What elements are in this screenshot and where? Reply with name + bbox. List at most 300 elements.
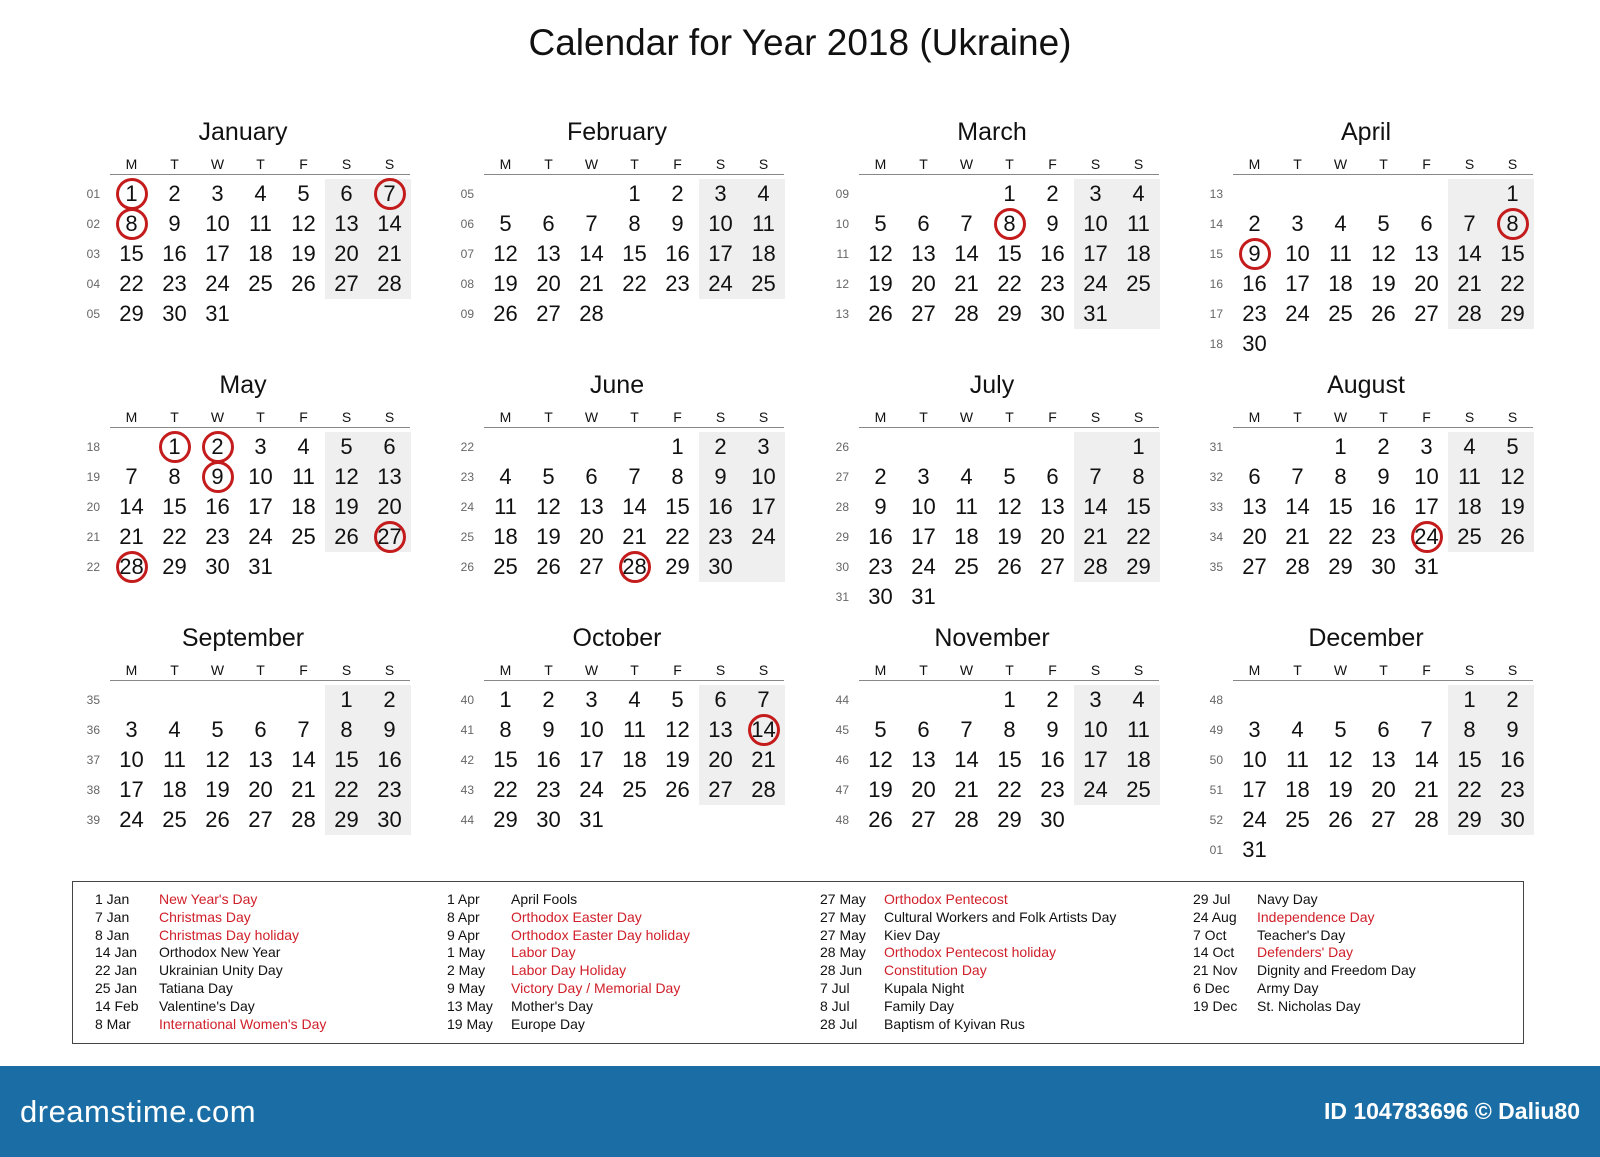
day-cell: 15 bbox=[665, 494, 690, 519]
week-number: 19 bbox=[86, 470, 100, 484]
day-cell: 18 bbox=[1126, 241, 1151, 266]
weekday-label: W bbox=[584, 409, 599, 425]
holiday-row bbox=[95, 962, 435, 980]
day-cell: 17 bbox=[751, 494, 776, 519]
week-number: 21 bbox=[86, 530, 100, 544]
holiday-circle bbox=[748, 714, 780, 746]
day-cell: 6 bbox=[585, 464, 598, 489]
holiday-name: Orthodox Pentecost bbox=[884, 891, 1008, 907]
weekday-label: M bbox=[874, 409, 887, 425]
day-cell: 30 bbox=[1040, 807, 1065, 832]
day-cell: 1 bbox=[628, 181, 641, 206]
day-cell: 14 bbox=[579, 241, 604, 266]
header-rule bbox=[110, 427, 410, 428]
day-cell: 27 bbox=[911, 807, 936, 832]
day-cell: 6 bbox=[254, 717, 267, 742]
holiday-column bbox=[1193, 891, 1533, 1016]
day-cell: 18 bbox=[1328, 271, 1353, 296]
day-cell: 4 bbox=[499, 464, 512, 489]
month-name: September bbox=[181, 624, 305, 652]
weekday-label: W bbox=[210, 409, 225, 425]
day-cell: 7 bbox=[1420, 717, 1433, 742]
day-cell: 8 bbox=[1132, 464, 1145, 489]
week-number: 48 bbox=[1209, 693, 1223, 707]
month-name: June bbox=[589, 371, 645, 399]
day-cell: 21 bbox=[579, 271, 604, 296]
holiday-date: 27 May bbox=[820, 891, 866, 907]
day-cell: 20 bbox=[248, 777, 273, 802]
day-cell: 14 bbox=[119, 494, 144, 519]
weekday-label: M bbox=[125, 662, 138, 678]
holiday-row bbox=[95, 927, 435, 945]
holiday-name: International Women's Day bbox=[159, 1015, 327, 1032]
day-cell: 7 bbox=[628, 464, 641, 489]
week-number: 46 bbox=[835, 753, 849, 767]
day-cell: 28 bbox=[119, 554, 144, 579]
day-cell: 17 bbox=[1083, 747, 1108, 772]
holiday-date: 19 May bbox=[447, 1015, 493, 1032]
weekday-label: F bbox=[1048, 662, 1057, 678]
holiday-row bbox=[1193, 962, 1533, 980]
weekday-label: T bbox=[1005, 662, 1014, 678]
day-cell: 15 bbox=[997, 241, 1022, 266]
day-cell: 26 bbox=[1328, 807, 1353, 832]
weekday-label: T bbox=[170, 662, 179, 678]
day-cell: 3 bbox=[211, 181, 224, 206]
holiday-row bbox=[447, 980, 787, 998]
day-cell: 15 bbox=[334, 747, 359, 772]
day-cell: 10 bbox=[119, 747, 144, 772]
day-cell: 6 bbox=[1046, 464, 1059, 489]
day-cell: 14 bbox=[291, 747, 316, 772]
day-cell: 23 bbox=[205, 524, 230, 549]
holiday-name: Orthodox Easter Day bbox=[511, 908, 642, 925]
day-cell: 18 bbox=[1285, 777, 1310, 802]
day-cell: 9 bbox=[383, 717, 396, 742]
day-cell: 29 bbox=[119, 301, 144, 326]
weekday-label: S bbox=[384, 409, 395, 425]
holiday-name: Valentine's Day bbox=[159, 997, 255, 1014]
week-number: 13 bbox=[835, 307, 849, 321]
day-cell: 3 bbox=[1089, 181, 1102, 206]
day-cell: 14 bbox=[1083, 494, 1108, 519]
day-cell: 10 bbox=[1414, 464, 1439, 489]
day-cell: 9 bbox=[1248, 241, 1261, 266]
page-title: Calendar for Year 2018 (Ukraine) bbox=[528, 22, 1072, 63]
day-cell: 19 bbox=[493, 271, 518, 296]
day-cell: 25 bbox=[622, 777, 647, 802]
holiday-date: 6 Dec bbox=[1193, 979, 1230, 996]
day-cell: 27 bbox=[1242, 554, 1267, 579]
weekday-label: S bbox=[1507, 409, 1518, 425]
day-cell: 2 bbox=[1046, 181, 1059, 206]
holiday-name: New Year's Day bbox=[159, 891, 258, 907]
day-cell: 22 bbox=[665, 524, 690, 549]
holiday-name: Dignity and Freedom Day bbox=[1257, 962, 1416, 979]
day-cell: 4 bbox=[1463, 434, 1476, 459]
day-cell: 20 bbox=[377, 494, 402, 519]
day-cell: 30 bbox=[377, 807, 402, 832]
week-number: 47 bbox=[835, 783, 849, 797]
holiday-row bbox=[95, 980, 435, 998]
week-number: 12 bbox=[835, 277, 849, 291]
week-number: 27 bbox=[835, 470, 849, 484]
day-cell: 8 bbox=[628, 211, 641, 236]
day-cell: 19 bbox=[1328, 777, 1353, 802]
day-cell: 15 bbox=[1500, 241, 1525, 266]
holiday-name: Family Day bbox=[884, 997, 955, 1014]
weekday-label: W bbox=[1333, 409, 1348, 425]
day-cell: 13 bbox=[1371, 747, 1396, 772]
day-cell: 7 bbox=[125, 464, 138, 489]
holiday-list bbox=[72, 881, 1524, 1044]
day-cell: 30 bbox=[536, 807, 561, 832]
day-cell: 29 bbox=[1500, 301, 1525, 326]
day-cell: 17 bbox=[1242, 777, 1267, 802]
day-cell: 26 bbox=[493, 301, 518, 326]
day-cell: 12 bbox=[665, 717, 690, 742]
day-cell: 21 bbox=[1285, 524, 1310, 549]
footer-image-id: ID 104783696 © Daliu80 bbox=[1323, 1098, 1580, 1124]
day-cell: 14 bbox=[377, 211, 402, 236]
weekday-label: T bbox=[256, 156, 265, 172]
day-cell: 7 bbox=[1089, 464, 1102, 489]
day-cell: 21 bbox=[954, 777, 979, 802]
holiday-name: Kupala Night bbox=[884, 979, 965, 996]
week-number: 18 bbox=[1209, 337, 1223, 351]
weekday-label: T bbox=[1293, 662, 1302, 678]
holiday-row bbox=[820, 927, 1160, 945]
holiday-column bbox=[447, 891, 787, 1033]
day-cell: 4 bbox=[1132, 687, 1145, 712]
day-cell: 23 bbox=[536, 777, 561, 802]
day-cell: 11 bbox=[752, 211, 775, 236]
holiday-circle bbox=[116, 208, 148, 240]
day-cell: 25 bbox=[1328, 301, 1353, 326]
day-cell: 27 bbox=[248, 807, 273, 832]
day-cell: 1 bbox=[1506, 181, 1519, 206]
day-cell: 4 bbox=[628, 687, 641, 712]
holiday-row bbox=[447, 891, 787, 909]
day-cell: 27 bbox=[334, 271, 359, 296]
day-cell: 26 bbox=[334, 524, 359, 549]
holiday-circle bbox=[159, 431, 191, 463]
day-cell: 6 bbox=[714, 687, 727, 712]
day-cell: 12 bbox=[1328, 747, 1353, 772]
day-cell: 6 bbox=[1420, 211, 1433, 236]
weekday-label: S bbox=[715, 409, 726, 425]
month-december bbox=[1201, 623, 1531, 863]
header-rule bbox=[859, 174, 1159, 175]
holiday-name: Baptism of Kyivan Rus bbox=[884, 1015, 1025, 1032]
day-cell: 14 bbox=[954, 747, 979, 772]
weekday-label: T bbox=[544, 409, 553, 425]
day-cell: 8 bbox=[340, 717, 353, 742]
day-cell: 24 bbox=[1083, 777, 1108, 802]
holiday-row bbox=[820, 944, 1160, 962]
weekday-label: T bbox=[1293, 409, 1302, 425]
holiday-date: 9 May bbox=[447, 979, 486, 996]
day-cell: 15 bbox=[493, 747, 518, 772]
day-cell: 25 bbox=[1285, 807, 1310, 832]
day-cell: 20 bbox=[579, 524, 604, 549]
day-cell: 13 bbox=[248, 747, 273, 772]
day-cell: 11 bbox=[955, 494, 978, 519]
day-cell: 2 bbox=[671, 181, 684, 206]
day-cell: 22 bbox=[997, 777, 1022, 802]
weekday-label: S bbox=[1133, 156, 1144, 172]
holiday-date: 14 Oct bbox=[1193, 944, 1235, 961]
day-cell: 12 bbox=[868, 747, 893, 772]
holiday-date: 21 Nov bbox=[1193, 962, 1238, 979]
weekday-label: T bbox=[256, 409, 265, 425]
holiday-name: Christmas Day bbox=[159, 908, 251, 925]
day-cell: 5 bbox=[874, 211, 887, 236]
day-cell: 27 bbox=[1040, 554, 1065, 579]
day-cell: 31 bbox=[1083, 301, 1108, 326]
week-number: 05 bbox=[86, 307, 100, 321]
week-number: 29 bbox=[835, 530, 849, 544]
day-cell: 18 bbox=[751, 241, 776, 266]
month-august bbox=[1201, 370, 1531, 610]
month-april bbox=[1201, 117, 1531, 357]
holiday-row bbox=[447, 1016, 787, 1034]
month-february bbox=[452, 117, 782, 357]
day-cell: 3 bbox=[1089, 687, 1102, 712]
day-cell: 24 bbox=[1414, 524, 1439, 549]
day-cell: 6 bbox=[340, 181, 353, 206]
day-cell: 23 bbox=[708, 524, 733, 549]
day-cell: 29 bbox=[997, 301, 1022, 326]
holiday-date: 13 May bbox=[447, 997, 493, 1014]
header-rule bbox=[859, 427, 1159, 428]
day-cell: 3 bbox=[757, 434, 770, 459]
weekday-label: T bbox=[544, 156, 553, 172]
holiday-row bbox=[95, 1016, 435, 1034]
holiday-row bbox=[95, 944, 435, 962]
day-cell: 22 bbox=[334, 777, 359, 802]
day-cell: 16 bbox=[708, 494, 733, 519]
day-cell: 11 bbox=[249, 211, 272, 236]
weekday-label: M bbox=[499, 156, 512, 172]
weekday-label: T bbox=[630, 662, 639, 678]
day-cell: 24 bbox=[579, 777, 604, 802]
weekday-label: F bbox=[1048, 156, 1057, 172]
week-number: 36 bbox=[86, 723, 100, 737]
day-cell: 22 bbox=[1500, 271, 1525, 296]
day-cell: 25 bbox=[1126, 271, 1151, 296]
weekday-label: S bbox=[1507, 662, 1518, 678]
weekday-label: F bbox=[1422, 156, 1431, 172]
holiday-name: Navy Day bbox=[1257, 891, 1318, 907]
holiday-circle bbox=[619, 551, 651, 583]
weekday-label: T bbox=[1005, 409, 1014, 425]
day-cell: 4 bbox=[254, 181, 267, 206]
day-cell: 31 bbox=[911, 584, 936, 609]
holiday-circle bbox=[994, 208, 1026, 240]
weekday-label: S bbox=[384, 662, 395, 678]
day-cell: 25 bbox=[1457, 524, 1482, 549]
day-cell: 20 bbox=[1371, 777, 1396, 802]
day-cell: 11 bbox=[1286, 747, 1309, 772]
day-cell: 10 bbox=[911, 494, 936, 519]
day-cell: 18 bbox=[291, 494, 316, 519]
holiday-date: 8 Jan bbox=[95, 926, 130, 943]
day-cell: 19 bbox=[1500, 494, 1525, 519]
weekday-label: S bbox=[715, 156, 726, 172]
day-cell: 5 bbox=[1003, 464, 1016, 489]
day-cell: 8 bbox=[1463, 717, 1476, 742]
day-cell: 2 bbox=[1506, 687, 1519, 712]
holiday-name: April Fools bbox=[511, 891, 578, 907]
day-cell: 12 bbox=[291, 211, 316, 236]
day-cell: 11 bbox=[163, 747, 186, 772]
holiday-date: 1 May bbox=[447, 944, 486, 961]
day-cell: 13 bbox=[1414, 241, 1439, 266]
day-cell: 26 bbox=[536, 554, 561, 579]
day-cell: 11 bbox=[1127, 717, 1150, 742]
month-name: July bbox=[969, 371, 1015, 399]
day-cell: 30 bbox=[1371, 554, 1396, 579]
day-cell: 11 bbox=[292, 464, 315, 489]
weekday-label: T bbox=[170, 156, 179, 172]
holiday-name: Army Day bbox=[1257, 979, 1319, 996]
weekday-label: S bbox=[1507, 156, 1518, 172]
weekday-label: M bbox=[874, 156, 887, 172]
day-cell: 16 bbox=[1371, 494, 1396, 519]
weekday-label: T bbox=[1379, 662, 1388, 678]
day-cell: 20 bbox=[536, 271, 561, 296]
day-cell: 2 bbox=[874, 464, 887, 489]
day-cell: 28 bbox=[751, 777, 776, 802]
day-cell: 21 bbox=[751, 747, 776, 772]
weekday-label: M bbox=[125, 156, 138, 172]
day-cell: 20 bbox=[911, 271, 936, 296]
day-cell: 9 bbox=[874, 494, 887, 519]
holiday-column bbox=[820, 891, 1160, 1033]
weekday-label: S bbox=[758, 156, 769, 172]
day-cell: 26 bbox=[868, 301, 893, 326]
holiday-row bbox=[95, 998, 435, 1016]
day-cell: 9 bbox=[542, 717, 555, 742]
day-cell: 4 bbox=[1132, 181, 1145, 206]
weekday-label: S bbox=[1090, 662, 1101, 678]
day-cell: 12 bbox=[334, 464, 359, 489]
day-cell: 31 bbox=[579, 807, 604, 832]
day-cell: 11 bbox=[1127, 211, 1150, 236]
day-cell: 30 bbox=[1242, 331, 1267, 356]
day-cell: 14 bbox=[622, 494, 647, 519]
day-cell: 8 bbox=[499, 717, 512, 742]
day-cell: 13 bbox=[1242, 494, 1267, 519]
weekday-label: W bbox=[584, 156, 599, 172]
day-cell: 4 bbox=[1291, 717, 1304, 742]
day-cell: 15 bbox=[1126, 494, 1151, 519]
day-cell: 29 bbox=[493, 807, 518, 832]
week-number: 02 bbox=[86, 217, 100, 231]
day-cell: 20 bbox=[708, 747, 733, 772]
day-cell: 18 bbox=[954, 524, 979, 549]
week-number: 44 bbox=[835, 693, 849, 707]
day-cell: 22 bbox=[1457, 777, 1482, 802]
holiday-date: 27 May bbox=[820, 908, 866, 925]
day-cell: 5 bbox=[1334, 717, 1347, 742]
week-number: 08 bbox=[460, 277, 474, 291]
week-number: 31 bbox=[1209, 440, 1223, 454]
day-cell: 25 bbox=[291, 524, 316, 549]
day-cell: 4 bbox=[297, 434, 310, 459]
week-number: 28 bbox=[835, 500, 849, 514]
day-cell: 13 bbox=[536, 241, 561, 266]
day-cell: 7 bbox=[297, 717, 310, 742]
day-cell: 27 bbox=[536, 301, 561, 326]
day-cell: 8 bbox=[1003, 211, 1016, 236]
week-number: 22 bbox=[460, 440, 474, 454]
day-cell: 23 bbox=[1500, 777, 1525, 802]
day-cell: 31 bbox=[205, 301, 230, 326]
day-cell: 19 bbox=[665, 747, 690, 772]
day-cell: 24 bbox=[205, 271, 230, 296]
holiday-circle bbox=[202, 431, 234, 463]
day-cell: 20 bbox=[1414, 271, 1439, 296]
holiday-name: Tatiana Day bbox=[159, 979, 233, 996]
header-rule bbox=[1233, 680, 1533, 681]
day-cell: 1 bbox=[1334, 434, 1347, 459]
day-cell: 26 bbox=[665, 777, 690, 802]
day-cell: 18 bbox=[622, 747, 647, 772]
holiday-circle bbox=[374, 521, 406, 553]
holiday-row bbox=[447, 909, 787, 927]
day-cell: 10 bbox=[708, 211, 733, 236]
holiday-date: 9 Apr bbox=[447, 926, 480, 943]
month-name: October bbox=[572, 624, 662, 652]
day-cell: 22 bbox=[162, 524, 187, 549]
day-cell: 11 bbox=[494, 494, 517, 519]
day-cell: 17 bbox=[911, 524, 936, 549]
holiday-date: 2 May bbox=[447, 962, 486, 979]
day-cell: 25 bbox=[493, 554, 518, 579]
week-number: 48 bbox=[835, 813, 849, 827]
holiday-name: Cultural Workers and Folk Artists Day bbox=[884, 908, 1117, 925]
day-cell: 15 bbox=[1328, 494, 1353, 519]
day-cell: 16 bbox=[1040, 241, 1065, 266]
day-cell: 16 bbox=[665, 241, 690, 266]
weekday-label: W bbox=[959, 409, 974, 425]
day-cell: 29 bbox=[334, 807, 359, 832]
day-cell: 23 bbox=[1371, 524, 1396, 549]
day-cell: 26 bbox=[1500, 524, 1525, 549]
day-cell: 28 bbox=[622, 554, 647, 579]
day-cell: 8 bbox=[168, 464, 181, 489]
holiday-date: 28 May bbox=[820, 944, 866, 961]
weekday-label: T bbox=[919, 409, 928, 425]
day-cell: 1 bbox=[125, 181, 138, 206]
holiday-row bbox=[820, 980, 1160, 998]
day-cell: 23 bbox=[1040, 271, 1065, 296]
weekday-label: M bbox=[125, 409, 138, 425]
day-cell: 1 bbox=[168, 434, 181, 459]
day-cell: 10 bbox=[248, 464, 273, 489]
day-cell: 11 bbox=[1458, 464, 1481, 489]
holiday-name: Mother's Day bbox=[511, 997, 594, 1014]
day-cell: 29 bbox=[997, 807, 1022, 832]
weekday-label: W bbox=[959, 662, 974, 678]
holiday-name: Labor Day Holiday bbox=[511, 962, 627, 979]
day-cell: 22 bbox=[1126, 524, 1151, 549]
day-cell: 27 bbox=[579, 554, 604, 579]
day-cell: 3 bbox=[254, 434, 267, 459]
weekday-label: S bbox=[341, 409, 352, 425]
